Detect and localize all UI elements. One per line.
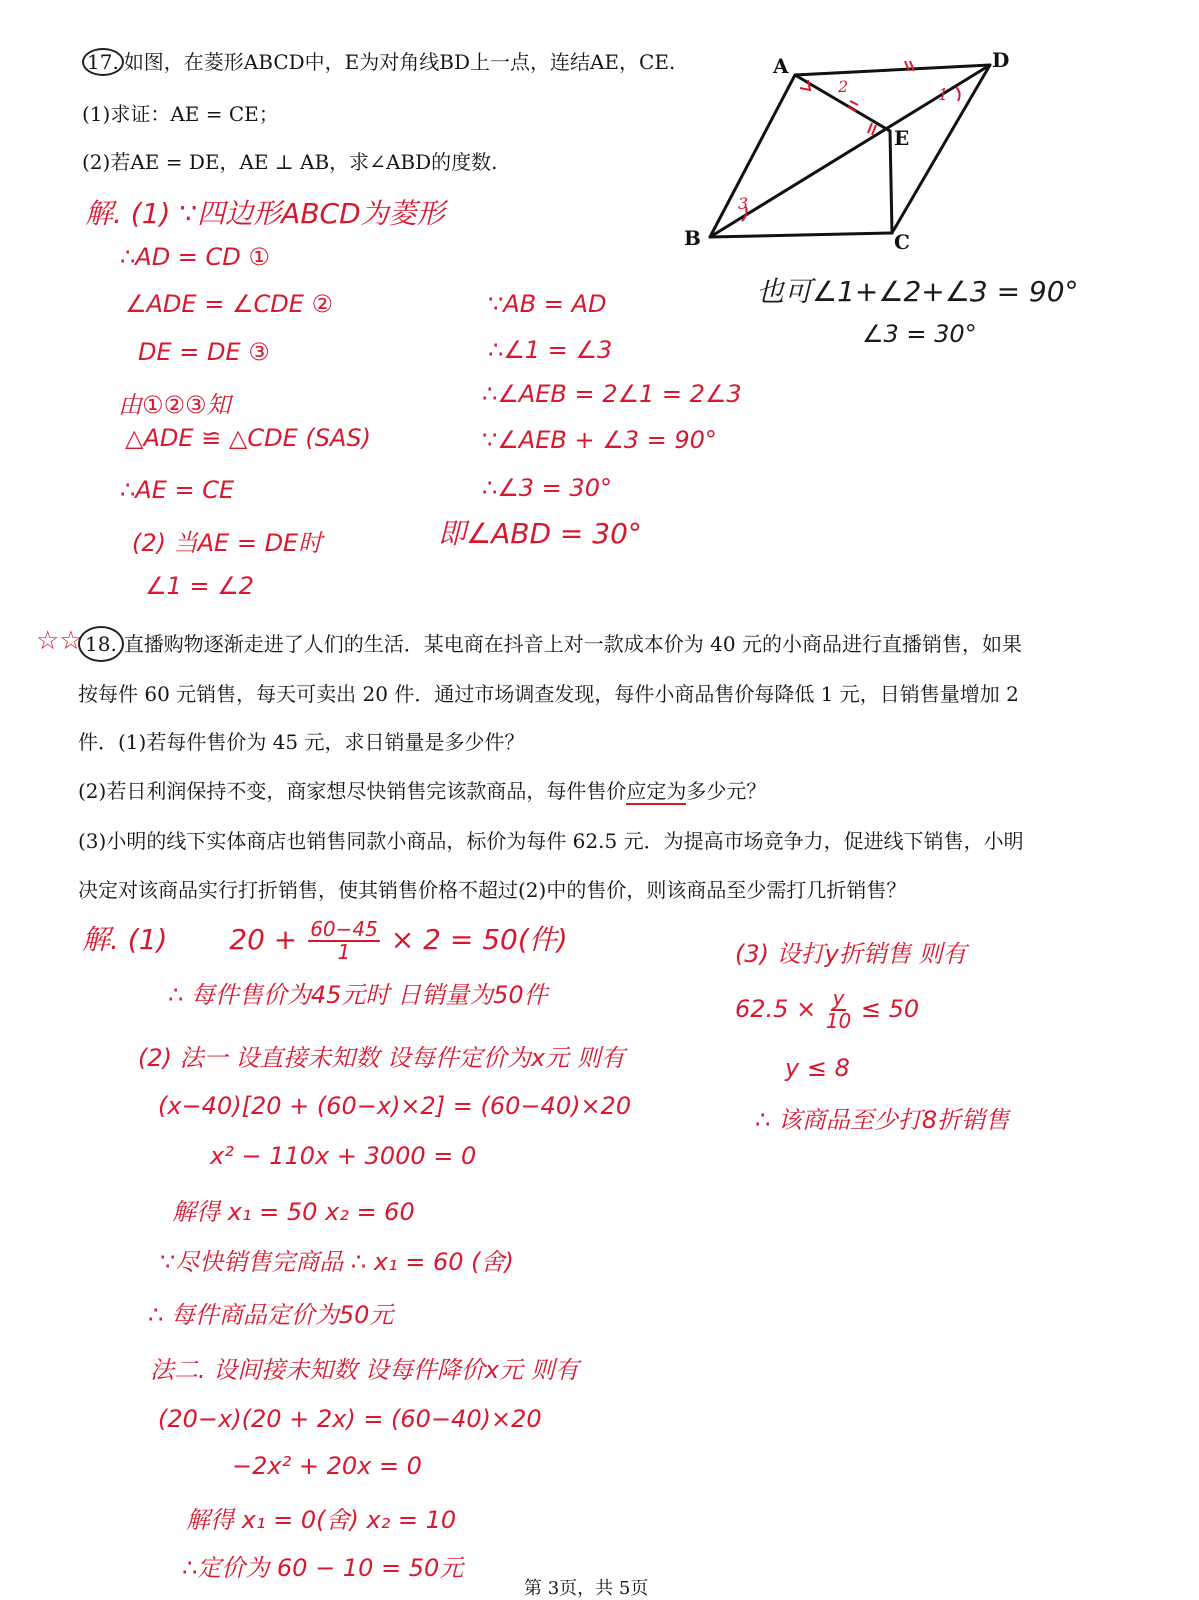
q18-hw-11: −2x² + 20x = 0 (232, 1452, 422, 1480)
tick-ae-1 (850, 101, 858, 105)
mark-2: 2 (838, 77, 849, 96)
q17-hw-f2: ∠3 = 30° (862, 320, 977, 348)
q18-hw-p1: (3) 设打y折销售 则有 (735, 940, 967, 968)
q18-line4 (78, 775, 766, 804)
q17-hw-s6: △ADE ≌ △CDE (SAS) (125, 424, 371, 452)
page-footer: 第 3页，共 5页 (524, 1578, 649, 1599)
q18-hw-3: (2) 法一 设直接未知数 设每件定价为x元 则有 (138, 1044, 625, 1072)
tick-de-2 (872, 125, 876, 135)
q18-hw-7: ∵尽快销售完商品 ∴ x₁ = 60 (舍) (160, 1248, 514, 1276)
q17-hw-s2: ∴AD = CD ① (120, 243, 270, 271)
q18-hw-p4: ∴ 该商品至少打8折销售 (755, 1106, 1010, 1134)
q18-hw-p3: y ≤ 8 (785, 1054, 850, 1082)
mark-3: 3 (738, 194, 749, 213)
angle1-arc (956, 87, 960, 101)
q18-hw-6: 解得 x₁ = 50 x₂ = 60 (172, 1198, 415, 1226)
q18-hw-4: (x−40)[20 + (60−x)×2] = (60−40)×20 (158, 1092, 632, 1120)
q18-hw-13: ∴定价为 60 − 10 = 50元 (182, 1554, 464, 1582)
q18-hw-1-numerator: 60−45 (310, 917, 378, 941)
label-a: A (773, 54, 789, 78)
q17-hw-s4: DE = DE ③ (138, 338, 270, 366)
q17-hw-s3: ∠ADE = ∠CDE ② (125, 290, 334, 318)
segment-ce (890, 131, 892, 233)
q17-hw-r5: ∴∠3 = 30° (482, 474, 612, 502)
q17-hw-s7: ∴AE = CE (120, 476, 235, 504)
tick-de-1 (868, 123, 872, 133)
q18-hw-1-fraction (308, 919, 380, 963)
q17-hw-f1: 也可∠1+∠2+∠3 = 90° (756, 275, 1079, 308)
q18-hw-9: 法二. 设间接未知数 设每件降价x元 则有 (150, 1356, 579, 1384)
q18-hw-1-result: × 2 = 50(件) (390, 923, 568, 956)
q18-line1 (78, 628, 1022, 657)
q17-hw-r6: 即∠ABD = 30° (438, 517, 642, 550)
q18-hw-1-term: 20 + (229, 923, 298, 956)
label-c: C (894, 230, 910, 254)
q17-hw-s1: 解. (1) ∵四边形ABCD为菱形 (85, 197, 445, 230)
q18-line4-part3: 多少元？ (686, 779, 767, 803)
q18-hw-10: (20−x)(20 + 2x) = (60−40)×20 (158, 1405, 542, 1433)
q17-hw-s9: ∠1 = ∠2 (145, 572, 254, 600)
q17-hw-r3: ∴∠AEB = 2∠1 = 2∠3 (482, 380, 742, 408)
mark-1: 1 (938, 85, 949, 104)
star-mark: ☆☆ (36, 626, 83, 656)
q17-line3: (2)若AE = DE，AE ⊥ AB，求∠ABD的度数. (82, 150, 498, 174)
q18-number: 18. (78, 626, 124, 662)
q17-hw-r2: ∴∠1 = ∠3 (488, 336, 613, 364)
q18-hw-p2-denominator: 10 (825, 1009, 852, 1033)
q18-hw-2: ∴ 每件售价为45元时 日销量为50件 (168, 981, 548, 1009)
q18-line3: 件．(1)若每件售价为 45 元，求日销量是多少件？ (78, 730, 525, 754)
q18-hw-p2-suffix: ≤ 50 (860, 995, 920, 1023)
rhombus-figure (680, 45, 1050, 260)
q18-hw-5: x² − 110x + 3000 = 0 (210, 1142, 477, 1170)
q18-line5: (3)小明的线下实体商店也销售同款小商品，标价为每件 62.5 元．为提高市场竞争力，促进线下销售，小明 (78, 829, 1024, 853)
q18-hw-p2-prefix: 62.5 × (735, 995, 817, 1023)
q18-hw-p2-numerator: y (832, 986, 845, 1010)
q18-hw-1-prefix: 解. (1) (82, 923, 168, 956)
q17-stem: 如图，在菱形ABCD中，E为对角线BD上一点，连结AE，CE. (123, 50, 676, 74)
q18-hw-p2-fraction (826, 988, 851, 1032)
label-d: D (992, 48, 1010, 72)
q17-hw-r4: ∵∠AEB + ∠3 = 90° (482, 426, 717, 454)
q18-hw-12: 解得 x₁ = 0(舍) x₂ = 10 (186, 1506, 457, 1534)
q17-hw-r1: ∵AB = AD (488, 290, 607, 318)
q18-hw-1-denominator: 1 (337, 940, 351, 964)
q18-hw-p2 (735, 988, 919, 1032)
q17-number: 17. (82, 48, 124, 76)
q17-hw-s8: (2) 当AE = DE时 (132, 529, 323, 557)
q17-hw-s5: 由①②③知 (118, 391, 231, 419)
q18-line2: 按每件 60 元销售，每天可卖出 20 件．通过市场调查发现，每件小商品售价每降低 1 元，日销售量增加 2 (78, 682, 1019, 706)
q18-line4-part1: (2)若日利润保持不变，商家想尽快销售完该款商品，每件售价 (78, 779, 627, 803)
q18-hw-8: ∴ 每件商品定价为50元 (148, 1301, 394, 1329)
q18-line4-underlined: 应定为 (626, 779, 687, 803)
label-b: B (684, 226, 701, 250)
q18-line6: 决定对该商品实行打折销售，使其销售价格不超过(2)中的售价，则该商品至少需打几折销售？ (78, 878, 907, 902)
label-e: E (894, 126, 910, 150)
q17-line1 (82, 46, 675, 75)
q18-hw-1 (82, 918, 568, 963)
q18-stem: 直播购物逐渐走进了人们的生活．某电商在抖音上对一款成本价为 40 元的小商品进行直播销售，如果 (123, 632, 1022, 656)
q17-line2: (1)求证：AE = CE； (82, 102, 279, 126)
